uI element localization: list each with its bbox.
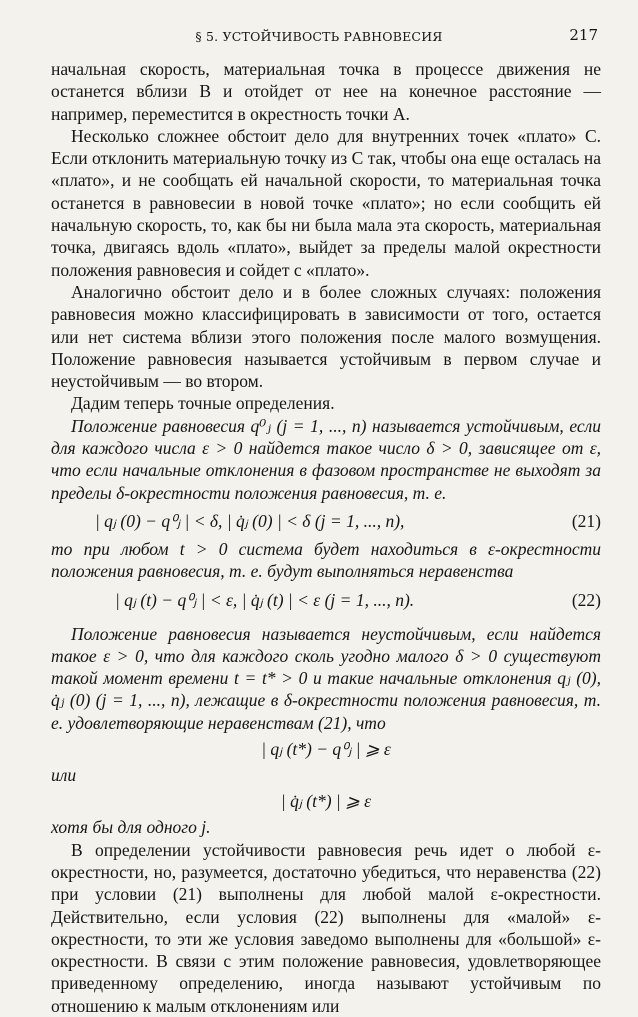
formula-unstable-a: [51, 734, 601, 764]
paragraph-classification: Аналогично обстоит дело и в более сложных случаях: положения равновесия можно классифицировать в зависимости от того, остается или нет система вблизи этого положения после малого возмущения. Положение равновесия называется устойчивым в первом случае и неустойчивым — во втором.: [51, 281, 601, 392]
formula-22-text: | qⱼ (t) − q⁰ⱼ | < ε, | q̇ⱼ (t) | < ε (j = 1, ..., n).: [115, 589, 415, 610]
page-number: 217: [569, 26, 598, 44]
paragraph-remark: В определении устойчивости равновесия речь идет о любой ε-окрестности, но, разумеется, достаточно убедиться, что неравенства (22) при условии (21) выполнены для любой малой ε-окрестности. Действительно, если условия (22) выполнены для «малой» ε-окрестности, то эти же условия заведомо выполнены для «большой» ε-окрестности. В связи с этим положение равновесия, удовлетворяющее приведенному определению, иногда называют устойчивым по отношению к малым отклонениям или: [51, 839, 601, 1016]
definition-stable-continued: то при любом t > 0 система будет находиться в ε-окрестности положения равновесия, т. е. будут выполняться неравенства: [51, 538, 601, 582]
section-title: § 5. УСТОЙЧИВОСТЬ РАВНОВЕСИЯ: [195, 29, 443, 44]
paragraph-definitions-intro: Дадим теперь точные определения.: [71, 393, 335, 414]
formula-22: [51, 583, 601, 617]
page-body: [51, 58, 601, 1017]
formula-unstable-b-text: | q̇ⱼ (t*) | ⩾ ε: [280, 791, 372, 812]
formula-22-number: (22): [571, 589, 601, 610]
running-header: [0, 26, 638, 48]
connector-or: или: [51, 765, 77, 786]
formula-21-text: | qⱼ (0) − q⁰ⱼ | < δ, | q̇ⱼ (0) | < δ (j = 1, ..., n),: [95, 510, 405, 531]
formula-unstable-b: [51, 786, 601, 816]
definition-stable: Положение равновесия q⁰ⱼ (j = 1, ..., n) называется устойчивым, если для каждого числа ε > 0 найдется такое число δ > 0, зависящее от ε, что если начальные отклонения в фазовом пространстве не выходят за пределы δ-окрестности положения равновесия, т. е.: [51, 415, 601, 503]
formula-unstable-a-text: | qⱼ (t*) − q⁰ⱼ | ⩾ ε: [261, 739, 391, 760]
definition-unstable: Положение равновесия называется неустойчивым, если найдется такое ε > 0, что для каждого сколь угодно малого δ > 0 существуют такой момент времени t = t* > 0 и такие начальные отклонения qⱼ (0), q̇ⱼ (0) (j = 1, ..., n), лежащие в δ-окрестности положения равновесия, т. е. удовлетворяющие неравенствам (21), что: [51, 623, 601, 733]
formula-21: [51, 504, 601, 538]
formula-21-number: (21): [571, 510, 601, 531]
definition-unstable-end: хотя бы для одного j.: [51, 817, 211, 838]
paragraph-continuation: начальная скорость, материальная точка в процессе движения не останется вблизи B и отойдет от нее на конечное расстояние — например, переместится в окрестность точки A.: [51, 59, 601, 124]
paragraph-plateau: Несколько сложнее обстоит дело для внутренних точек «плато» C. Если отклонить материальную точку из C так, чтобы она еще осталась на «плато», и не сообщать ей начальной скорости, то материальная точка останется в равновесии в новой точке «плато»; но если сообщить ей начальную скорость, то, как бы ни была мала эта скорость, материальная точка, двигаясь вдоль «плато», выйдет за пределы малой окрестности положения равновесия и сойдет с «плато».: [51, 125, 601, 280]
